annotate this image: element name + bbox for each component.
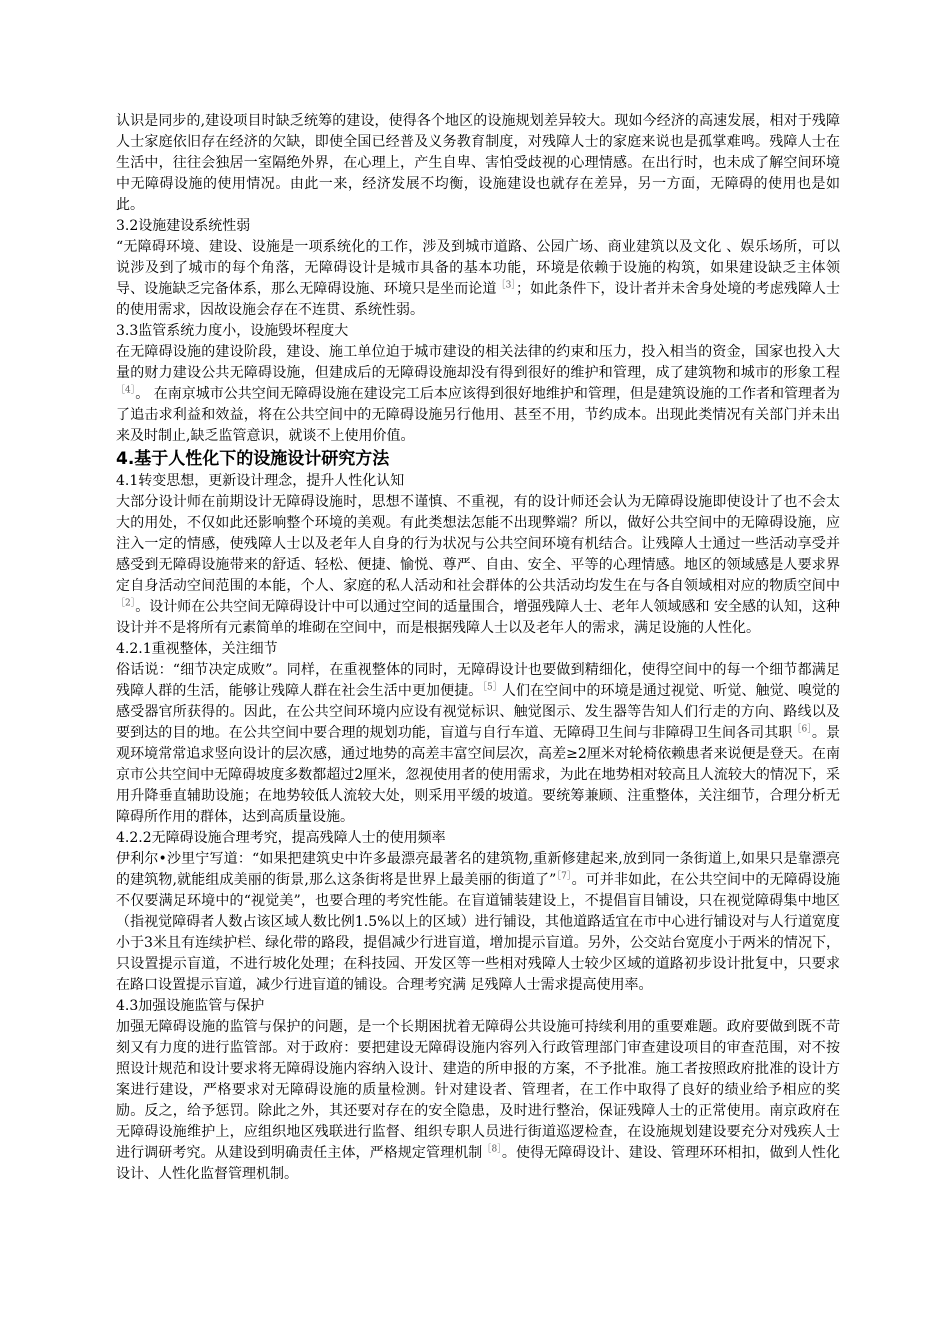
paragraph-details: 俗话说：“细节决定成败”。同样，在重视整体的同时，无障碍设计也要做到精细化，使得空间中的每一个细节都满足残障人群的生活，能够让残障人群在社会生活中更加便捷。$^{[5]}$人们在空间中的环境是通过视觉、听觉、触觉、嗅觉的感受器官所获得的。因此，在公共空间环境内应设有视觉标识、触觉图示、发生器等告知人们行走的方向、路线以及要到达的目的地。在公共空间中要合理的规划功能，盲道与自行车道、无障碍卫生间与非障碍卫生间各司其职$^{[6]}$。景观环境常常追求竖向设计的层次感，通过地势的高差丰富空间层次，高差≥2厘米对轮椅依赖患者来说便是登天。在南京市公共空间中无障碍坡度多数都超过2厘米，忽视使用者的使用需求，为此在地势相对较高且人流较大的情况下，采用升降垂直辅助设施；在地势较低人流较大处，则采用平缓的坡道。要统筹兼顾、注重整体，关注细节，合理分析无障碍所作用的群体，达到高质量设施。 <box>116 662 841 825</box>
paragraph-economy: 认识是同步的,建设项目时缺乏统筹的建设，使得各个地区的设施规划差异较大。现如今经济的高速发展，相对于残障人士家庭依旧存在经济的欠缺，即使全国已经普及义务教育制度，对残障人士的家庭来说也是孤掌难鸣。残障人士在生活中，往往会独居一室隔绝外界，在心理上，产生自卑、害怕受歧视的心理情感。在出行时，也未成了解空间环境中无障碍设施的使用情况。由此一来，经济发展不均衡，设施建设也就存在差异，另一方面，无障碍的使用也是如此。 <box>116 113 840 213</box>
citation-ref: ［7］ <box>556 871 572 882</box>
citation-ref: ［6］ <box>792 724 812 735</box>
section-heading-3-3: 3.3监管系统力度小，设施毁坏程度大 <box>116 323 349 339</box>
citation-ref: ［3］ <box>496 280 516 291</box>
section-heading-4-1: 4.1转变思想，更新设计理念，提升人性化认知 <box>116 473 405 489</box>
paragraph-supervision: 在无障碍设施的建设阶段，建设、施工单位迫于城市建设的相关法律的约束和压力，投入相当的资金，国家也投入大量的财力建设公共无障碍设施，但建成后的无障碍设施却没有得到很好的维护和管理，成了建筑物和城市的形象工程$^{[4]}$。 在南京城市公共空间无障碍设施在建设完工后本应该得到很好地维护和管理，但是建筑设施的工作者和管理者为了追击求利益和效益，将在公共空间中的无障碍设施另行他用、甚至不用，节约成本。出现此类情况有关部门并未出来及时制止,缺乏监管意识，就谈不上使用价值。 <box>116 344 840 444</box>
citation-ref: ［8］ <box>482 1144 502 1155</box>
document-page <box>116 111 840 1185</box>
section-heading-3-2: 3.2设施建设系统性弱 <box>116 218 251 234</box>
paragraph-design-concept: 大部分设计师在前期设计无障碍设施时，思想不谨慎、不重视，有的设计师还会认为无障碍设施即使设计了也不会太大的用处，不仅如此还影响整个环境的美观。有此类想法怎能不出现弊端？所以，做好公共空间中的无障碍设施，应注入一定的情感，使残障人士以及老年人自身的行为状况与公共空间环境有机结合。让残障人士通过一些活动享受并感受到无障碍设施带来的舒适、轻松、便捷、愉悦、尊严、自由、安全、平等的心理情感。地区的领域感是人要求界定自身活动空间范围的本能，个人、家庭的私人活动和社会群体的公共活动均发生在与各自领域相对应的物质空间中$^{[2]}$。设计师在公共空间无障碍设计中可以通过空间的适量围合，增强残障人士、老年人领域感和 安全感的认知，这种设计并不是将所有元素简单的堆砌在空间中，而是根据残障人士以及老年人的需求，满足设施的人性化。 <box>116 494 840 636</box>
citation-ref: ［4］ <box>116 385 136 396</box>
paragraph-system: “无障碍环境、建设、设施是一项系统化的工作，涉及到城市道路、公园广场、商业建筑以及文化 、娱乐场所，可以说涉及到了城市的每个角落，无障碍设计是城市具备的基本功能，环境是依赖于设施的构筑，如果建设缺乏主体领导、设施缺乏完备体系，那么无障碍设施、环境只是坐而论道$^{[3]}$；如此条件下，设计者并未舍身处境的考虑残障人士的使用需求，因故设施会存在不连贯、系统性弱。 <box>116 239 841 318</box>
paragraph-protection: 加强无障碍设施的监管与保护的问题，是一个长期困扰着无障碍公共设施可持续利用的重要难题。政府要做到既不苛刻又有力度的进行监管部。对于政府：要把建设无障碍设施内容列入行政管理部门审查建设项目的审查范围，对不按照设计规范和设计要求将无障碍设施内容纳入设计、建造的所申报的方案，不予批准。施工者按照政府批准的设计方案进行建设，严格要求对无障碍设施的质量检测。针对建设者、管理者，在工作中取得了良好的绩业给予相应的奖励。反之，给予惩罚。除此之外，其还要对存在的安全隐患，及时进行整治，保证残障人士的正常使用。南京政府在无障碍设施维护上，应组织地区残联进行监督、组织专职人员进行街道巡逻检查，在设施规划建设要充分对残疾人士进行调研考究。从建设到明确责任主体，严格规定管理机制$^{[8]}$。使得无障碍设计、建设、管理环环相扣，做到人性化设计、人性化监督管理机制。 <box>116 1019 841 1182</box>
citation-ref: ［2］ <box>116 598 136 609</box>
section-heading-4-3: 4.3加强设施监管与保护 <box>116 998 265 1014</box>
citation-ref: ［5］ <box>482 682 502 693</box>
paragraph-frequency: 伊利尔•沙里宁写道：“如果把建筑史中许多最漂亮最著名的建筑物,重新修建起来,放到同一条街道上,如果只是靠漂亮的建筑物,就能组成美丽的街景,那么这条街将是世界上最美丽的街道了”$^{[7]}$。可并非如此，在公共空间中的无障碍设施不仅要满足环境中的“视觉美”，也要合理的考究性能。在盲道铺装建设上，不提倡盲目铺设，只在视觉障碍集中地区（指视觉障碍者人数占该区域人数比例1.5%以上的区域）进行铺设，其他道路适宜在市中心进行铺设对与人行道宽度小于3米且有连续护栏、绿化带的路段，提倡减少行进盲道，增加提示盲道。另外，公交站台宽度小于两米的情况下，只设置提示盲道，不进行坡化处理；在科技园、开发区等一些相对残障人士较少区域的道路初步设计批复中，只要求在路口设置提示盲道，减少行进盲道的铺设。合理考究满 足残障人士需求提高使用率。 <box>116 851 840 993</box>
section-heading-4-2-1: 4.2.1重视整体，关注细节 <box>116 641 278 657</box>
section-heading-4: 4.基于人性化下的设施设计研究方法 <box>116 449 390 469</box>
section-heading-4-2-2: 4.2.2无障碍设施合理考究，提高残障人士的使用频率 <box>116 830 446 846</box>
